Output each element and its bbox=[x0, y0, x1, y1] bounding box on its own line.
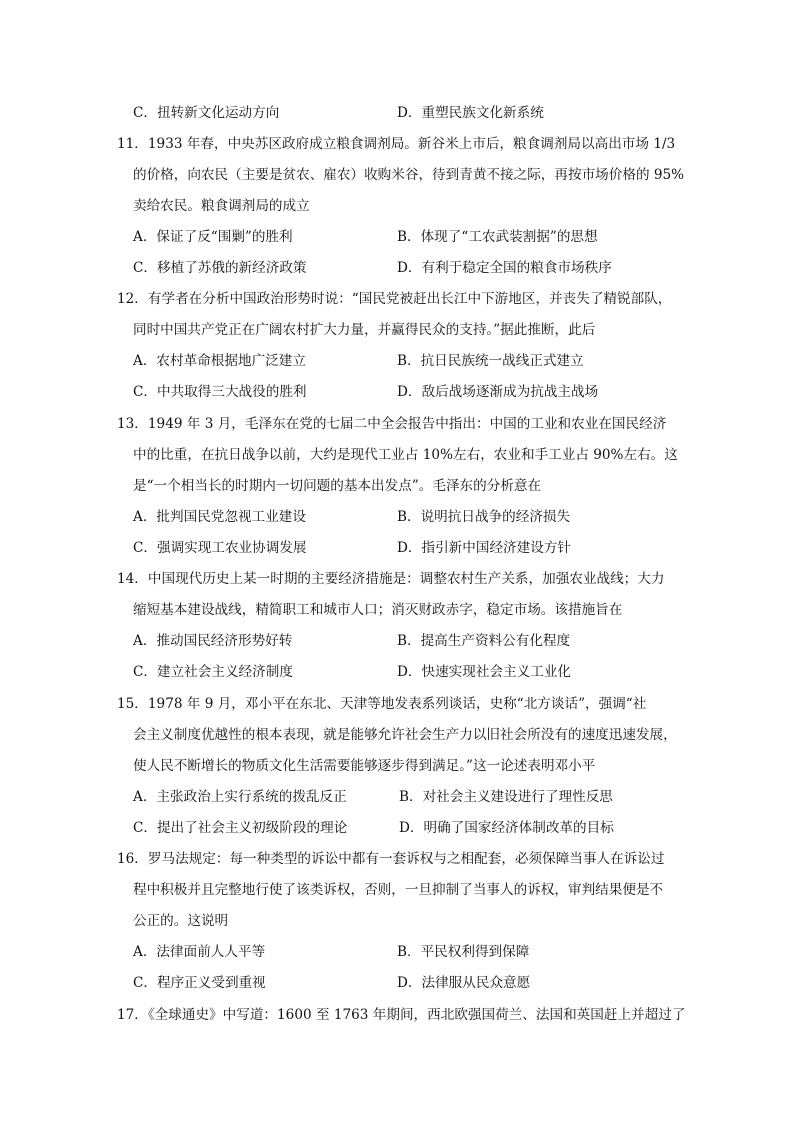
question-12-line-2: 同时中国共产党正在广阔农村扩大力量，并赢得民众的支持。”据此推断，此后 bbox=[133, 322, 596, 338]
question-14-option-a: A．推动国民经济形势好转 bbox=[133, 633, 293, 649]
question-16-line-2: 程中积极并且完整地行使了该类诉权，否则，一旦抑制了当事人的诉权，审判结果便是不 bbox=[133, 882, 664, 898]
question-12-option-a: A．农村革命根据地广泛建立 bbox=[133, 353, 306, 369]
question-12-option-b: B．抗日民族统一战线正式建立 bbox=[397, 353, 584, 369]
question-13-line-2: 中的比重，在抗日战争以前，大约是现代工业占 10%左右，农业和手工业占 90%左右。这 bbox=[133, 447, 678, 463]
question-16-option-d: D．法律服从民众意愿 bbox=[397, 975, 531, 991]
question-14-line-2: 缩短基本建设战线，精简职工和城市人口；消灭财政赤字，稳定市场。该措施旨在 bbox=[133, 602, 623, 618]
question-15-option-a: A．主张政治上实行系统的拨乱反正 bbox=[133, 789, 347, 805]
question-11-option-c: C．移植了苏俄的新经济政策 bbox=[133, 260, 307, 276]
question-15-line-1: 15．1978 年 9 月，邓小平在东北、天津等地发表系列谈话，史称“北方谈话”，强调“社 bbox=[117, 696, 647, 712]
question-14-line-1: 14．中国现代历史上某一时期的主要经济措施是：调整农村生产关系，加强农业战线；大力 bbox=[117, 571, 665, 587]
question-17-line-1: 17．《全球通史》中写道：1600 至 1763 年期间，西北欧强国荷兰、法国和英国赶上并超过了 bbox=[117, 1007, 686, 1023]
question-15-option-b: B．对社会主义建设进行了理性反思 bbox=[399, 789, 613, 805]
question-16-line-1: 16．罗马法规定：每一种类型的诉讼中都有一套诉权与之相配套，必须保障当事人在诉讼过 bbox=[117, 851, 665, 867]
question-13-option-a: A．批判国民党忽视工业建设 bbox=[133, 509, 306, 525]
question-15-option-c: C．提出了社会主义初级阶段的理论 bbox=[133, 820, 348, 836]
question-13-line-3: 是“一个相当长的时期内一切问题的基本出发点”。毛泽东的分析意在 bbox=[133, 478, 542, 494]
question-15-line-3: 使人民不断增长的物质文化生活需要能够逐步得到满足。”这一论述表明邓小平 bbox=[133, 758, 596, 774]
q10-option-c: C．扭转新文化运动方向 bbox=[133, 105, 280, 121]
question-14-option-b: B．提高生产资料公有化程度 bbox=[397, 633, 571, 649]
question-11-option-b: B．体现了“工农武装割据”的思想 bbox=[397, 229, 598, 245]
question-11-line-3: 卖给农民。粮食调剂局的成立 bbox=[133, 198, 310, 214]
question-16-option-a: A．法律面前人人平等 bbox=[133, 944, 266, 960]
question-11-line-2: 的价格，向农民（主要是贫农、雇农）收购米谷，待到青黄不接之际，再按市场价格的 95% bbox=[133, 167, 685, 183]
question-13-line-1: 13．1949 年 3 月，毛泽东在党的七届二中全会报告中指出：中国的工业和农业在国民经济 bbox=[117, 416, 667, 432]
question-15-option-d: D．明确了国家经济体制改革的目标 bbox=[399, 820, 614, 836]
question-16-option-c: C．程序正义受到重视 bbox=[133, 975, 266, 991]
q10-option-d: D．重塑民族文化新系统 bbox=[397, 105, 544, 121]
question-16-line-3: 公正的。这说明 bbox=[133, 913, 229, 929]
question-12-line-1: 12．有学者在分析中国政治形势时说：“国民党被赶出长江中下游地区，并丧失了精锐部队， bbox=[117, 291, 672, 307]
question-11-line-1: 11．1933 年春，中央苏区政府成立粮食调剂局。新谷米上市后，粮食调剂局以高出市场 1/3 bbox=[117, 136, 676, 152]
question-12-option-d: D．敌后战场逐渐成为抗战主战场 bbox=[397, 384, 599, 400]
question-12-option-c: C．中共取得三大战役的胜利 bbox=[133, 384, 307, 400]
question-11-option-a: A．保证了反“围剿”的胜利 bbox=[133, 229, 293, 245]
question-13-option-b: B．说明抗日战争的经济损失 bbox=[397, 509, 571, 525]
question-13-option-c: C．强调实现工农业协调发展 bbox=[133, 540, 307, 556]
question-15-line-2: 会主义制度优越性的根本表现，就是能够允许社会生产力以旧社会所没有的速度迅速发展， bbox=[133, 727, 677, 743]
question-16-option-b: B．平民权利得到保障 bbox=[397, 944, 530, 960]
question-14-option-d: D．快速实现社会主义工业化 bbox=[397, 664, 572, 680]
question-11-option-d: D．有利于稳定全国的粮食市场秩序 bbox=[397, 260, 612, 276]
question-13-option-d: D．指引新中国经济建设方针 bbox=[397, 540, 572, 556]
question-14-option-c: C．建立社会主义经济制度 bbox=[133, 664, 293, 680]
